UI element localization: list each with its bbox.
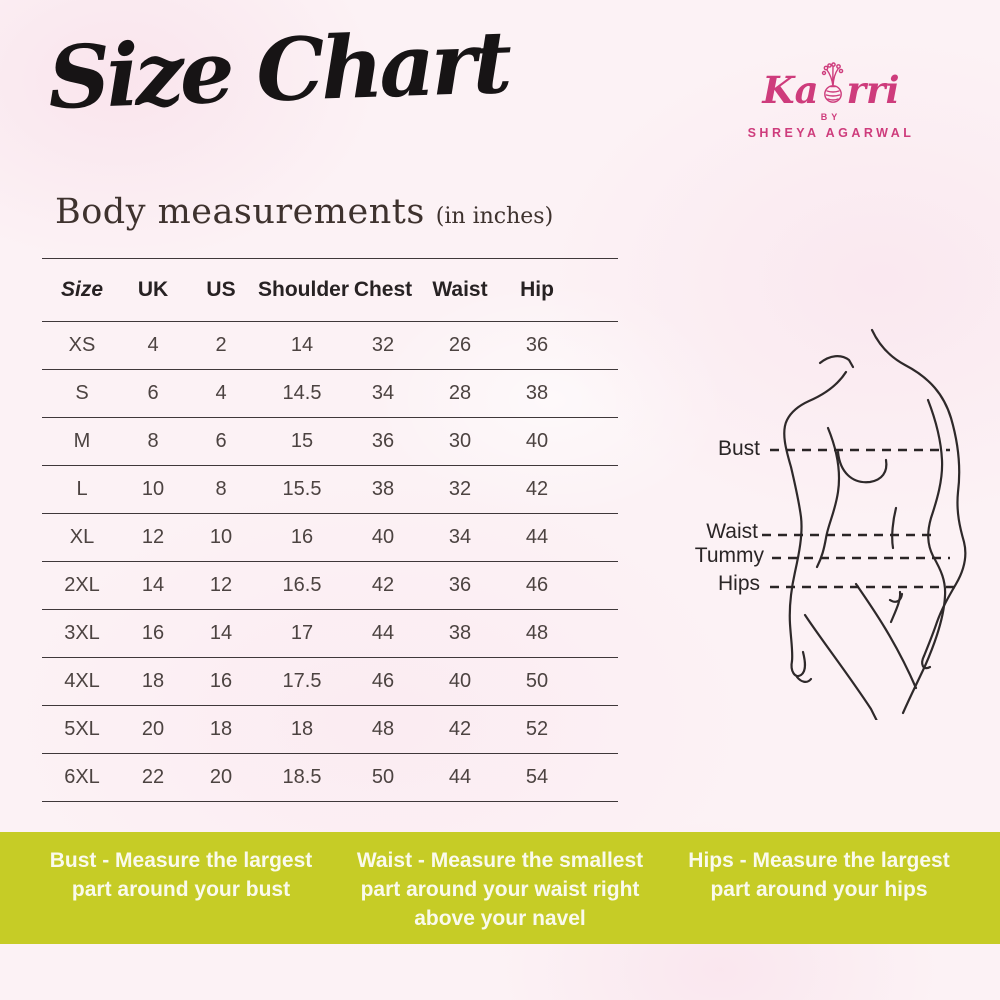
table-cell: 50 [500,658,618,706]
table-cell: 44 [500,514,618,562]
measure-instruction-text: Measure the smallest part around your waist right above your navel [360,849,644,930]
size-table [42,258,618,802]
table-cell: 8 [122,418,184,466]
subtitle-text: Body measurements [55,192,425,232]
brand-name-suffix: rri [846,68,900,112]
table-cell: 28 [420,370,500,418]
brand-name [735,62,927,112]
table-cell: 15 [258,418,346,466]
table-cell: 10 [122,466,184,514]
table-cell: 18 [258,706,346,754]
table-cell: 17.5 [258,658,346,706]
table-cell: 38 [346,466,420,514]
measure-instruction-label: Waist - [356,849,431,872]
column-header: US [184,259,258,322]
table-row [42,754,618,802]
table-cell: 34 [346,370,420,418]
table-cell: 14.5 [258,370,346,418]
column-header: Shoulder [258,259,346,322]
page-title: Size Chart [46,12,510,129]
table-cell: 42 [346,562,420,610]
table-cell: 52 [500,706,618,754]
table-row [42,322,618,370]
table-cell: 34 [420,514,500,562]
table-cell: 15.5 [258,466,346,514]
column-header: Hip [500,259,618,322]
table-cell: 16 [258,514,346,562]
table-cell: 4XL [42,658,122,706]
table-row [42,370,618,418]
measure-instruction [674,847,964,905]
table-cell: 26 [420,322,500,370]
brand-owner: SHREYA AGARWAL [747,126,915,140]
size-table-body [42,322,618,802]
table-cell: 36 [420,562,500,610]
unit-note: (in inches) [435,204,554,229]
table-cell: 40 [346,514,420,562]
table-cell: 36 [500,322,618,370]
table-row [42,658,618,706]
table-cell: 4 [122,322,184,370]
table-cell: 50 [346,754,420,802]
table-cell: 20 [184,754,258,802]
table-cell: 6 [122,370,184,418]
size-table-header [42,259,618,322]
table-cell: M [42,418,122,466]
table-cell: 18.5 [258,754,346,802]
table-cell: XL [42,514,122,562]
table-cell: 40 [500,418,618,466]
figure-label-hips: Hips [717,572,760,595]
brand-by-label: BY [820,112,842,122]
figure-label-bust: Bust [717,437,760,460]
header-row [42,259,618,322]
table-cell: 46 [346,658,420,706]
measure-instruction-label: Bust - [49,849,116,872]
table-cell: 17 [258,610,346,658]
figure-label-tummy: Tummy [694,544,764,567]
table-cell: 14 [184,610,258,658]
table-cell: 46 [500,562,618,610]
table-cell: 20 [122,706,184,754]
table-cell: 8 [184,466,258,514]
table-cell: 22 [122,754,184,802]
table-cell: 4 [184,370,258,418]
table-cell: 6 [184,418,258,466]
table-cell: 6XL [42,754,122,802]
flower-vase-icon [820,62,846,110]
section-subtitle [55,192,553,232]
table-cell: 16.5 [258,562,346,610]
table-cell: S [42,370,122,418]
table-cell: 12 [184,562,258,610]
table-cell: 5XL [42,706,122,754]
table-row [42,466,618,514]
table-cell: 48 [500,610,618,658]
table-cell: 32 [420,466,500,514]
table-row [42,610,618,658]
table-row [42,706,618,754]
table-cell: 48 [346,706,420,754]
table-cell: 16 [184,658,258,706]
table-cell: 18 [122,658,184,706]
measure-instruction-text: Measure the largest part around your bust [71,849,313,901]
table-cell: 36 [346,418,420,466]
table-cell: 10 [184,514,258,562]
table-row [42,418,618,466]
table-cell: L [42,466,122,514]
brand-logo [735,62,927,140]
table-cell: 32 [346,322,420,370]
measure-instruction-label: Hips - [688,849,753,872]
figure-label-waist: Waist [706,520,758,543]
table-row [42,562,618,610]
table-cell: 2 [184,322,258,370]
body-measurement-figure [660,300,1000,720]
column-header: Size [42,259,122,322]
table-cell: 12 [122,514,184,562]
column-header: Chest [346,259,420,322]
table-cell: 18 [184,706,258,754]
footer-bar [0,832,1000,944]
brand-name-prefix: Ka [762,68,819,112]
measure-instruction [340,847,660,933]
table-cell: 44 [420,754,500,802]
table-cell: 42 [500,466,618,514]
measure-instruction-text: Measure the largest part around your hips [710,849,950,901]
table-cell: 38 [500,370,618,418]
table-row [42,514,618,562]
table-cell: 14 [122,562,184,610]
body-outline-drawing [660,300,1000,720]
table-cell: 38 [420,610,500,658]
table-cell: 3XL [42,610,122,658]
table-cell: 54 [500,754,618,802]
measure-instruction [36,847,326,905]
table-cell: 30 [420,418,500,466]
table-cell: 42 [420,706,500,754]
table-cell: 44 [346,610,420,658]
table-cell: 16 [122,610,184,658]
table-cell: 14 [258,322,346,370]
column-header: Waist [420,259,500,322]
column-header: UK [122,259,184,322]
table-cell: 2XL [42,562,122,610]
table-cell: 40 [420,658,500,706]
table-cell: XS [42,322,122,370]
